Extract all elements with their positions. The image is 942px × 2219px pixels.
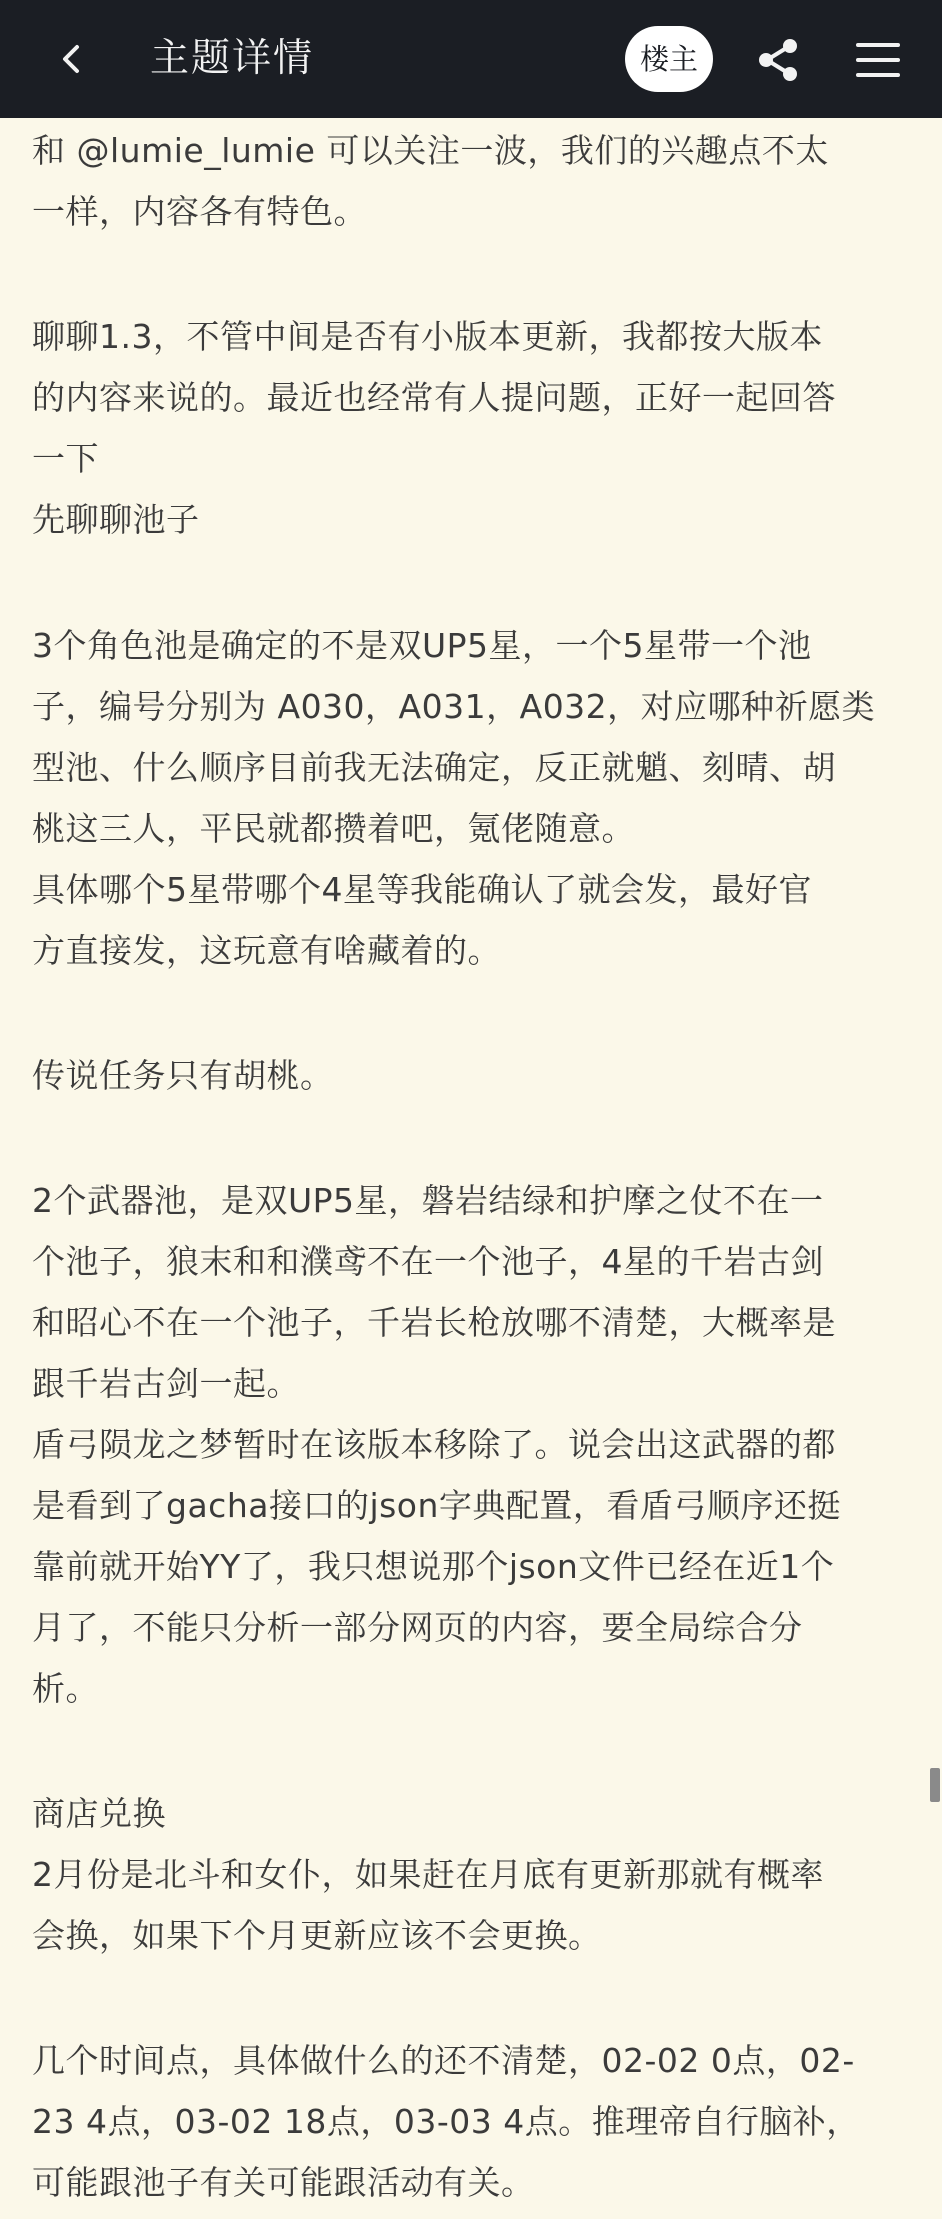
post-line: 传说任务只有胡桃。 [32,1056,334,1095]
post-line: 和昭心不在一个池子，千岩长枪放哪不清楚，大概率是 [32,1303,836,1342]
post-line: 盾弓陨龙之梦暂时在该版本移除了。说会出这武器的都 [32,1425,836,1464]
post-line: 和 @lumie_lumie 可以关注一波，我们的兴趣点不太 [32,131,829,170]
only-op-button[interactable]: 楼主 [625,26,713,92]
post-line: 2月份是北斗和女仆，如果赶在月底有更新那就有概率 [32,1855,824,1894]
scrollbar-thumb[interactable] [930,1768,940,1802]
post-line: 的内容来说的。最近也经常有人提问题，正好一起回答 [32,378,836,417]
share-button[interactable] [748,30,808,90]
post-line: 个池子，狼末和和濮鸢不在一个池子，4星的千岩古剑 [32,1242,824,1281]
post-line: 一下 [32,439,99,478]
post-line: 3个角色池是确定的不是双UP5星，一个5星带一个池 [32,626,812,665]
post-line: 先聊聊池子 [32,500,200,539]
post-line: 方直接发，这玩意有啥藏着的。 [32,931,501,970]
share-icon [754,36,802,84]
top-navigation-bar [0,0,942,118]
post-line: 型池、什么顺序目前我无法确定，反正就魈、刻晴、胡 [32,748,836,787]
post-line: 23 4点，03-02 18点，03-03 4点。推理帝自行脑补， [32,2102,860,2141]
post-line: 子，编号分别为 A030，A031，A032，对应哪种祈愿类 [32,687,876,726]
post-line: 靠前就开始YY了，我只想说那个json文件已经在近1个 [32,1547,835,1586]
post-content [0,118,942,2219]
post-line: 析。 [32,1669,99,1708]
menu-icon [855,40,901,80]
page-title: 主题详情 [150,36,315,81]
post-line: 几个时间点，具体做什么的还不清楚，02-02 0点，02- [32,2041,855,2080]
post-line: 月了，不能只分析一部分网页的内容，要全局综合分 [32,1608,803,1647]
post-line: 桃这三人，平民就都攒着吧，氪佬随意。 [32,809,635,848]
post-line: 商店兑换 [32,1794,166,1833]
post-line: 跟千岩古剑一起。 [32,1364,300,1403]
chevron-left-icon [57,41,87,77]
post-line: 聊聊1.3，不管中间是否有小版本更新，我都按大版本 [32,317,823,356]
post-line: 是看到了gacha接口的json字典配置，看盾弓顺序还挺 [32,1486,841,1525]
post-line: 一样，内容各有特色。 [32,192,367,231]
post-line: 可能跟池子有关可能跟活动有关。 [32,2163,535,2202]
menu-button[interactable] [848,30,908,90]
back-button[interactable] [44,31,100,87]
post-line: 会换，如果下个月更新应该不会更换。 [32,1916,602,1955]
post-line: 具体哪个5星带哪个4星等我能确认了就会发，最好官 [32,870,812,909]
post-line: 2个武器池，是双UP5星，磐岩结绿和护摩之仗不在一 [32,1181,824,1220]
